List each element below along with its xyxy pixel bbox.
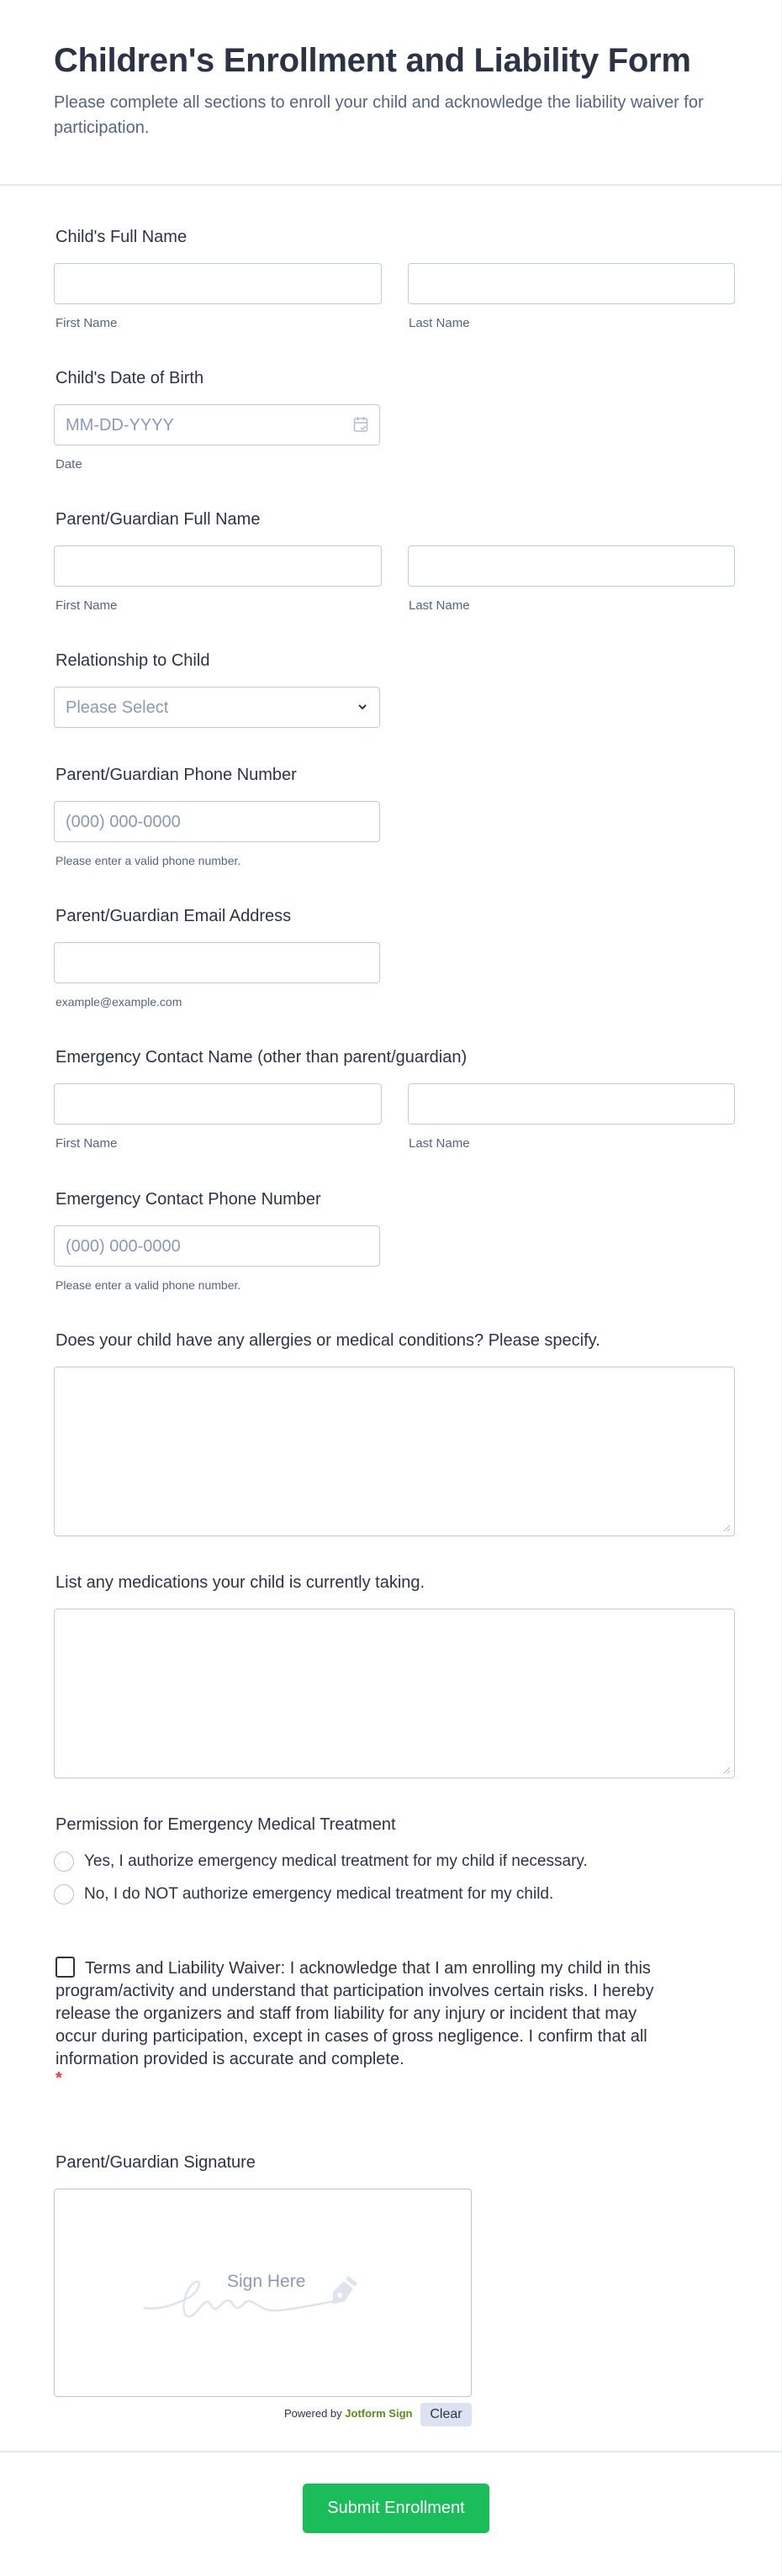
parent-email-helper: example@example.com xyxy=(55,995,182,1009)
child-first-name-sublabel: First Name xyxy=(55,316,118,330)
waiver-text: Terms and Liability Waiver: I acknowledge that I am enrolling my child in this program/activity and understand that participation involves certain risks. I hereby release the organizers and staff from liability for any injury or incident that may occur during participation, except in cases of gross negligence. I confirm that all information provided is accurate and complete. xyxy=(55,1959,654,2068)
emergency-last-name-sublabel: Last Name xyxy=(409,1136,470,1151)
sign-here-placeholder: Sign Here xyxy=(227,2272,306,2291)
radio-button[interactable] xyxy=(54,1852,74,1872)
signature-pad[interactable] xyxy=(54,2189,472,2397)
parent-email-input[interactable] xyxy=(54,942,380,983)
medications-label: List any medications your child is currently taking. xyxy=(55,1573,425,1592)
child-last-name-input[interactable] xyxy=(408,263,735,304)
parent-phone-placeholder: (000) 000-0000 xyxy=(66,813,181,831)
parent-phone-helper: Please enter a valid phone number. xyxy=(55,854,241,867)
chevron-down-icon xyxy=(357,702,367,712)
waiver-checkbox[interactable] xyxy=(55,1957,75,1978)
relationship-label: Relationship to Child xyxy=(55,651,210,670)
resize-handle-icon[interactable] xyxy=(722,1766,731,1774)
child-name-label: Child's Full Name xyxy=(55,228,188,246)
form-title: Children's Enrollment and Liability Form xyxy=(54,42,691,79)
relationship-select[interactable] xyxy=(54,687,380,728)
radio-label: Yes, I authorize emergency medical treatment for my child if necessary. xyxy=(84,1852,588,1870)
powered-by-brand: Jotform Sign xyxy=(345,2407,413,2420)
child-last-name-sublabel: Last Name xyxy=(409,316,470,330)
calendar-icon[interactable] xyxy=(353,416,368,433)
emergency-name-label: Emergency Contact Name (other than parent/guardian) xyxy=(55,1048,468,1067)
parent-phone-input[interactable] xyxy=(54,801,380,842)
parent-name-label: Parent/Guardian Full Name xyxy=(55,510,261,529)
child-dob-input[interactable] xyxy=(54,404,380,445)
parent-last-name-sublabel: Last Name xyxy=(409,598,470,613)
clear-signature-button[interactable]: Clear xyxy=(420,2403,472,2426)
signature-label: Parent/Guardian Signature xyxy=(55,2153,256,2172)
required-asterisk: * xyxy=(55,2069,62,2088)
allergies-textarea[interactable] xyxy=(54,1367,735,1536)
parent-first-name-sublabel: First Name xyxy=(55,598,118,613)
parent-phone-label: Parent/Guardian Phone Number xyxy=(55,766,297,784)
powered-by-text xyxy=(284,2407,412,2420)
radio-button[interactable] xyxy=(54,1884,74,1904)
parent-last-name-input[interactable] xyxy=(408,545,735,587)
submit-button[interactable]: Submit Enrollment xyxy=(303,2484,489,2533)
emergency-phone-label: Emergency Contact Phone Number xyxy=(55,1190,321,1209)
emergency-last-name-input[interactable] xyxy=(408,1083,735,1125)
relationship-selected-value: Please Select xyxy=(66,698,169,717)
powered-by-prefix: Powered by xyxy=(284,2407,342,2420)
emergency-first-name-sublabel: First Name xyxy=(55,1136,118,1151)
child-dob-sublabel: Date xyxy=(55,457,82,471)
form-subtitle: Please complete all sections to enroll your child and acknowledge the liability waiver for participation. xyxy=(54,93,704,137)
emergency-phone-helper: Please enter a valid phone number. xyxy=(55,1278,241,1292)
resize-handle-icon[interactable] xyxy=(722,1524,731,1532)
emergency-phone-placeholder: (000) 000-0000 xyxy=(66,1237,181,1256)
radio-label: No, I do NOT authorize emergency medical treatment for my child. xyxy=(84,1885,554,1903)
parent-email-label: Parent/Guardian Email Address xyxy=(55,907,292,925)
child-first-name-input[interactable] xyxy=(54,263,382,304)
medications-textarea[interactable] xyxy=(54,1609,735,1778)
medical-permission-option-yes[interactable] xyxy=(54,1851,588,1873)
parent-first-name-input[interactable] xyxy=(54,545,382,587)
medical-permission-label: Permission for Emergency Medical Treatment xyxy=(55,1815,396,1834)
medical-permission-option-no[interactable] xyxy=(54,1883,553,1905)
emergency-phone-input[interactable] xyxy=(54,1225,380,1267)
waiver-field xyxy=(55,1957,678,2071)
allergies-label: Does your child have any allergies or medical conditions? Please specify. xyxy=(55,1331,600,1350)
header-divider xyxy=(0,184,781,186)
child-dob-label: Child's Date of Birth xyxy=(55,369,204,387)
footer-divider xyxy=(0,2451,781,2452)
emergency-first-name-input[interactable] xyxy=(54,1083,382,1125)
child-dob-placeholder: MM-DD-YYYY xyxy=(66,416,174,435)
